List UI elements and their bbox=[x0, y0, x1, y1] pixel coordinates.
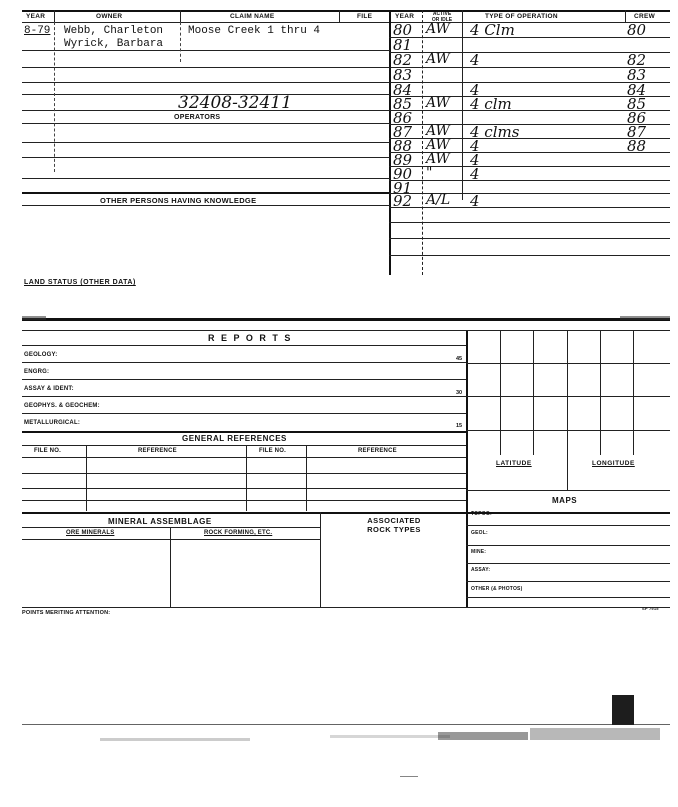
other-persons-label: OTHER PERSONS HAVING KNOWLEDGE bbox=[100, 196, 257, 205]
margin-number-45: 45 bbox=[456, 356, 463, 362]
header-claim-name: CLAIM NAME bbox=[230, 13, 275, 20]
ore-minerals-label: ORE MINERALS bbox=[66, 530, 115, 536]
operators-label: OPERATORS bbox=[174, 114, 221, 121]
activity-status: AW bbox=[426, 137, 450, 153]
metallurgical-label: METALLURGICAL: bbox=[24, 420, 81, 426]
activity-year: 84 bbox=[393, 81, 413, 99]
activity-year: 89 bbox=[393, 151, 413, 169]
activity-year: 88 bbox=[393, 137, 413, 155]
activity-crew: 86 bbox=[627, 109, 647, 127]
activity-crew: 88 bbox=[627, 137, 647, 155]
activity-crew: 83 bbox=[627, 66, 647, 84]
general-references-title: GENERAL REFERENCES bbox=[182, 434, 287, 443]
activity-crew: 80 bbox=[627, 21, 647, 39]
ref-file-no-1: FILE NO. bbox=[34, 448, 61, 454]
activity-year: 83 bbox=[393, 66, 413, 84]
header-type-of-operation: TYPE OF OPERATION bbox=[485, 13, 558, 20]
header-or-idle: OR IDLE bbox=[431, 17, 453, 23]
ref-file-no-2: FILE NO. bbox=[259, 448, 286, 454]
maps-other-label: OTHER (& PHOTOS) bbox=[471, 586, 523, 592]
header-crew: CREW bbox=[634, 13, 656, 20]
activity-status: AW bbox=[426, 51, 450, 67]
activity-year: 90 bbox=[393, 165, 413, 183]
margin-number-30: 30 bbox=[456, 390, 463, 396]
activity-year: 81 bbox=[393, 36, 413, 54]
activity-crew: 84 bbox=[627, 81, 647, 99]
activity-operation: 4 bbox=[470, 51, 480, 69]
activity-operation: 4 clms bbox=[470, 123, 520, 141]
ref-reference-2: REFERENCE bbox=[358, 448, 397, 454]
margin-number-15: 15 bbox=[456, 423, 463, 429]
activity-year: 80 bbox=[393, 21, 413, 39]
rock-types-label: ROCK TYPES bbox=[367, 525, 421, 534]
header-owner: OWNER bbox=[96, 13, 123, 20]
activity-year: 91 bbox=[393, 179, 413, 197]
activity-status: AW bbox=[426, 151, 450, 167]
geophys-geochem-label: GEOPHYS. & GEOCHEM: bbox=[24, 403, 100, 409]
activity-operation: 4 clm bbox=[470, 95, 512, 113]
ref-reference-1: REFERENCE bbox=[138, 448, 177, 454]
header-file: FILE bbox=[357, 13, 373, 20]
activity-crew: 87 bbox=[627, 123, 647, 141]
activity-operation: 4 bbox=[470, 151, 480, 169]
maps-topog-label: TOPOG: bbox=[471, 511, 492, 517]
activity-status: AW bbox=[426, 95, 450, 111]
record-year: 8-79 bbox=[24, 25, 51, 37]
maps-mine-label: MINE: bbox=[471, 549, 487, 555]
maps-geol-label: GEOL: bbox=[471, 530, 488, 536]
form-code: SP 7915 bbox=[642, 606, 659, 611]
activity-status: AW bbox=[426, 123, 450, 139]
header-active: ACTIVE bbox=[432, 11, 452, 17]
activity-status: A/L bbox=[426, 192, 451, 208]
activity-operation: 4 bbox=[470, 81, 480, 99]
record-owner-1: Webb, Charleton bbox=[64, 25, 164, 37]
record-claim-name: Moose Creek 1 thru 4 bbox=[188, 25, 321, 37]
activity-year: 85 bbox=[393, 95, 413, 113]
longitude-label: LONGITUDE bbox=[592, 460, 635, 467]
maps-title: MAPS bbox=[552, 496, 578, 505]
activity-status: " bbox=[426, 165, 433, 181]
record-owner-2: Wyrick, Barbara bbox=[64, 38, 164, 50]
activity-year: 86 bbox=[393, 109, 413, 127]
points-meriting-label: POINTS MERITING ATTENTION: bbox=[22, 610, 111, 616]
activity-operation: 4 bbox=[470, 192, 480, 210]
activity-crew: 85 bbox=[627, 95, 647, 113]
latitude-label: LATITUDE bbox=[496, 460, 532, 467]
record-file-numbers: 32408-32411 bbox=[178, 93, 292, 113]
scan-mark-black-square bbox=[612, 695, 634, 725]
header-year-2: YEAR bbox=[395, 13, 415, 20]
reports-title: R E P O R T S bbox=[208, 333, 293, 343]
activity-operation: 4 Clm bbox=[470, 21, 515, 39]
associated-label: ASSOCIATED bbox=[367, 516, 421, 525]
activity-crew: 82 bbox=[627, 51, 647, 69]
activity-year: 82 bbox=[393, 51, 413, 69]
mineral-assemblage-title: MINERAL ASSEMBLAGE bbox=[108, 517, 212, 526]
assay-ident-label: ASSAY & IDENT: bbox=[24, 386, 74, 392]
land-status-label: LAND STATUS (OTHER DATA) bbox=[24, 279, 136, 286]
maps-assay-label: ASSAY: bbox=[471, 567, 491, 573]
activity-status: AW bbox=[426, 21, 450, 37]
geology-label: GEOLOGY: bbox=[24, 352, 58, 358]
header-year: YEAR bbox=[26, 13, 46, 20]
activity-operation: 4 bbox=[470, 137, 480, 155]
engrg-label: ENGRG: bbox=[24, 369, 50, 375]
rock-forming-label: ROCK FORMING, ETC. bbox=[204, 530, 273, 536]
activity-operation: 4 bbox=[470, 165, 480, 183]
activity-year: 92 bbox=[393, 192, 413, 210]
activity-year: 87 bbox=[393, 123, 413, 141]
